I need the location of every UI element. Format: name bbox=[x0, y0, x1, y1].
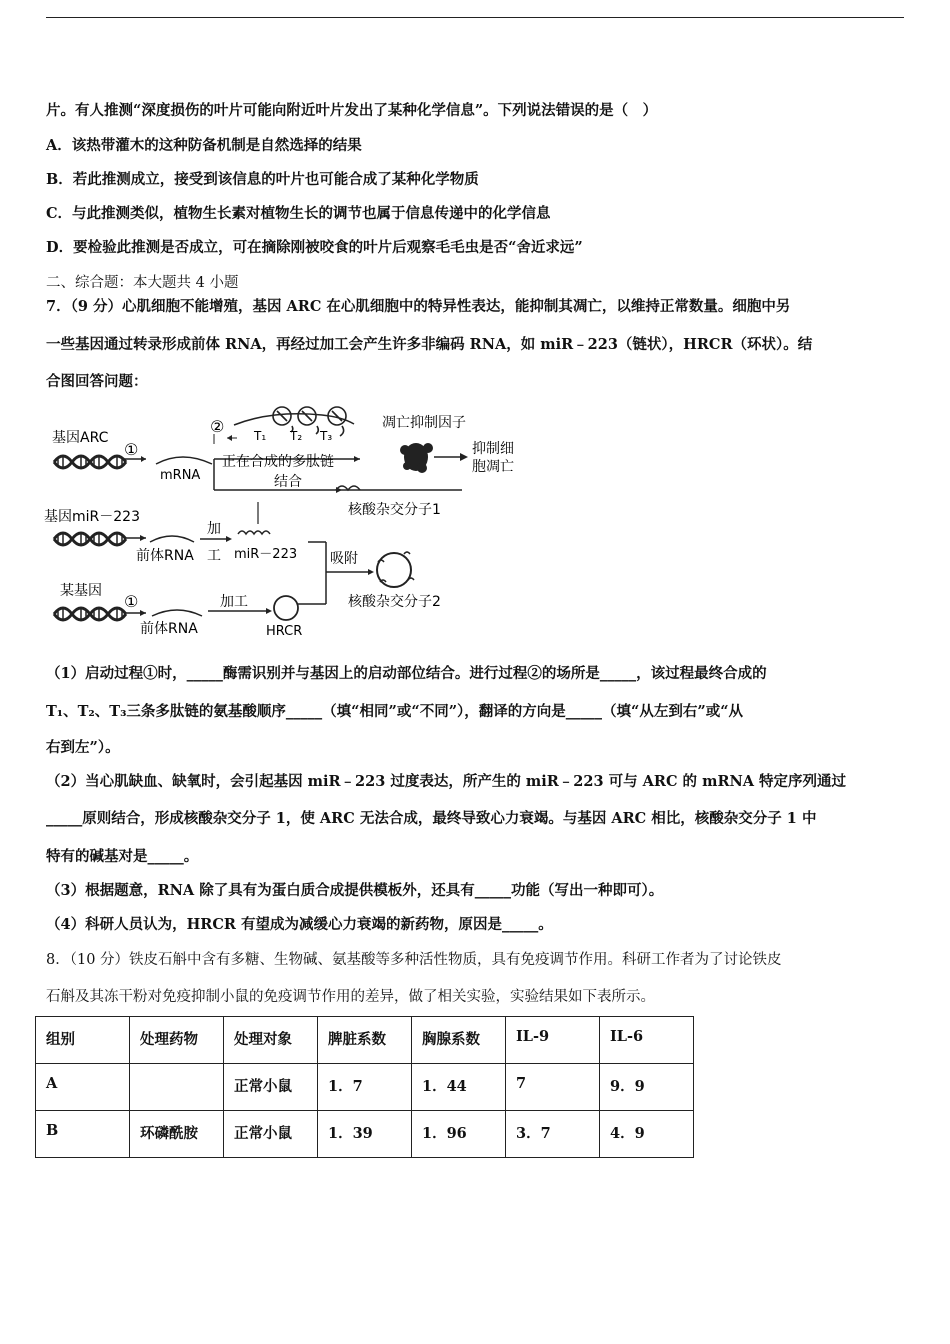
mir-hairpin bbox=[238, 531, 270, 534]
precursor-rna-1 bbox=[150, 536, 194, 542]
header-cell: 处理药物 bbox=[130, 1017, 224, 1064]
question-7-line-3: 合图回答问题： bbox=[46, 373, 148, 390]
label-bind: 结合 bbox=[274, 474, 302, 490]
question-7-part-1-line-1: （1）启动过程①时，_____酶需识别并与基因上的启动部位结合。进行过程②的场所是_____，该过程最终合成的 bbox=[46, 665, 767, 682]
label-gene-mir: 基因miR－223 bbox=[44, 509, 140, 525]
header-cell: 组别 bbox=[36, 1017, 130, 1064]
table-cell: 1．39 bbox=[318, 1111, 412, 1158]
label-adsorb: 吸附 bbox=[330, 551, 358, 567]
label-precursor2: 前体RNA bbox=[140, 621, 198, 637]
dna-helix-arc bbox=[54, 456, 126, 468]
label-mrna: mRNA bbox=[160, 468, 201, 483]
label-process2: 加工 bbox=[220, 594, 248, 610]
header-cell: 脾脏系数 bbox=[318, 1017, 412, 1064]
table-row bbox=[36, 1064, 694, 1111]
question-7-line-1: 7．（9 分）心肌细胞不能增殖，基因 ARC 在心肌细胞中的特异性表达，能抑制其凋亡，以维持正常数量。细胞中另 bbox=[46, 298, 791, 315]
label-step2: ② bbox=[210, 417, 225, 436]
question-8-line-2: 石斛及其冻干粉对免疫抑制小鼠的免疫调节作用的差异，做了相关实验，实验结果如下表所示。 bbox=[46, 989, 655, 1005]
question-7-part-2-line-3: 特有的碱基对是_____。 bbox=[46, 848, 199, 865]
dna-helix-other bbox=[54, 608, 126, 620]
table-cell bbox=[130, 1064, 224, 1111]
label-mir-product: miR－223 bbox=[234, 547, 298, 562]
question-7-part-1-line-3: 右到左”）。 bbox=[46, 739, 120, 756]
section-heading: 二、综合题：本大题共 4 小题 bbox=[46, 275, 239, 291]
label-t1: T₁ bbox=[254, 429, 267, 443]
table-cell: 1．96 bbox=[412, 1111, 506, 1158]
question-6-stem-end: 片。有人推测“深度损伤的叶片可能向附近叶片发出了某种化学信息”。下列说法错误的是（ ） bbox=[46, 102, 658, 119]
label-gene-arc: 基因ARC bbox=[52, 430, 109, 446]
header-cell: 处理对象 bbox=[224, 1017, 318, 1064]
table-header-row bbox=[36, 1017, 694, 1064]
question-7-part-2-line-1: （2）当心肌缺血、缺氧时，会引起基因 miR﹣223 过度表达，所产生的 miR﹣223 可与 ARC 的 mRNA 特定序列通过 bbox=[46, 773, 847, 790]
label-polypeptide: 正在合成的多肽链 bbox=[222, 454, 334, 470]
option-b: B．若此推测成立，接受到该信息的叶片也可能合成了某种化学物质 bbox=[46, 171, 479, 188]
table-cell: 9．9 bbox=[600, 1064, 694, 1111]
table-cell: 1．44 bbox=[412, 1064, 506, 1111]
hybrid2-circle bbox=[377, 553, 411, 587]
table-cell: 7 bbox=[506, 1064, 600, 1111]
table-cell: 3．7 bbox=[506, 1111, 600, 1158]
label-inhibit-line2: 胞凋亡 bbox=[472, 459, 514, 475]
label-process-a: 加 bbox=[207, 521, 221, 537]
question-7-line-2: 一些基因通过转录形成前体 RNA，再经过加工会产生许多非编码 RNA，如 miR﹣223（链状），HRCR（环状）。结 bbox=[46, 336, 813, 353]
header-cell: IL-6 bbox=[600, 1017, 694, 1064]
table-cell: B bbox=[36, 1111, 130, 1158]
label-process-b: 工 bbox=[207, 548, 221, 564]
option-d: D．要检验此推测是否成立，可在摘除刚被咬食的叶片后观察毛毛虫是否“舍近求远” bbox=[46, 239, 583, 256]
label-apoptosis-factor: 凋亡抑制因子 bbox=[382, 415, 466, 431]
label-step1-b: ① bbox=[124, 592, 139, 611]
hrcr-circle bbox=[274, 596, 298, 620]
label-hybrid1: 核酸杂交分子1 bbox=[348, 502, 441, 518]
results-table bbox=[35, 1016, 694, 1158]
question-7-part-4: （4）科研人员认为，HRCR 有望成为减缓心力衰竭的新药物，原因是_____。 bbox=[46, 916, 553, 933]
label-t3: T₃ bbox=[320, 429, 333, 443]
table-cell: 正常小鼠 bbox=[224, 1111, 318, 1158]
header-rule bbox=[46, 17, 904, 18]
header-cell: IL-9 bbox=[506, 1017, 600, 1064]
label-inhibit-line1: 抑制细 bbox=[472, 441, 514, 457]
option-a: A．该热带灌木的这种防备机制是自然选择的结果 bbox=[46, 137, 362, 154]
table-row bbox=[36, 1111, 694, 1158]
header-cell: 胸腺系数 bbox=[412, 1017, 506, 1064]
label-hybrid2: 核酸杂交分子2 bbox=[348, 594, 441, 610]
table-cell: 1．7 bbox=[318, 1064, 412, 1111]
question-8-line-1: 8．（10 分）铁皮石斛中含有多糖、生物碱、氨基酸等多种活性物质，具有免疫调节作用。科研工作者为了讨论铁皮 bbox=[46, 952, 782, 968]
protein-blob bbox=[400, 443, 433, 473]
gene-expression-diagram bbox=[42, 402, 542, 650]
ribosomes bbox=[273, 407, 346, 425]
table-cell: A bbox=[36, 1064, 130, 1111]
question-7-part-3: （3）根据题意，RNA 除了具有为蛋白质合成提供模板外，还具有_____功能（写出一种即可）。 bbox=[46, 882, 664, 899]
question-7-part-1-line-2: T₁、T₂、T₃三条多肽链的氨基酸顺序_____（填“相同”或“不同”），翻译的方向是_____（填“从左到右”或“从 bbox=[46, 703, 744, 720]
mrna-strand bbox=[156, 457, 212, 464]
label-hrcr: HRCR bbox=[266, 624, 303, 639]
option-c: C．与此推测类似，植物生长素对植物生长的调节也属于信息传递中的化学信息 bbox=[46, 205, 551, 222]
table-cell: 4．9 bbox=[600, 1111, 694, 1158]
dna-helix-mir bbox=[54, 533, 126, 545]
table-cell: 正常小鼠 bbox=[224, 1064, 318, 1111]
table-cell: 环磷酰胺 bbox=[130, 1111, 224, 1158]
label-t2: T₂ bbox=[290, 429, 303, 443]
precursor-rna-2 bbox=[152, 610, 202, 616]
question-7-part-2-line-2: _____原则结合，形成核酸杂交分子 1，使 ARC 无法合成，最终导致心力衰竭。与基因 ARC 相比，核酸杂交分子 1 中 bbox=[46, 810, 817, 827]
label-gene-other: 某基因 bbox=[60, 583, 102, 599]
label-step1-a: ① bbox=[124, 440, 139, 459]
label-precursor1: 前体RNA bbox=[136, 548, 194, 564]
